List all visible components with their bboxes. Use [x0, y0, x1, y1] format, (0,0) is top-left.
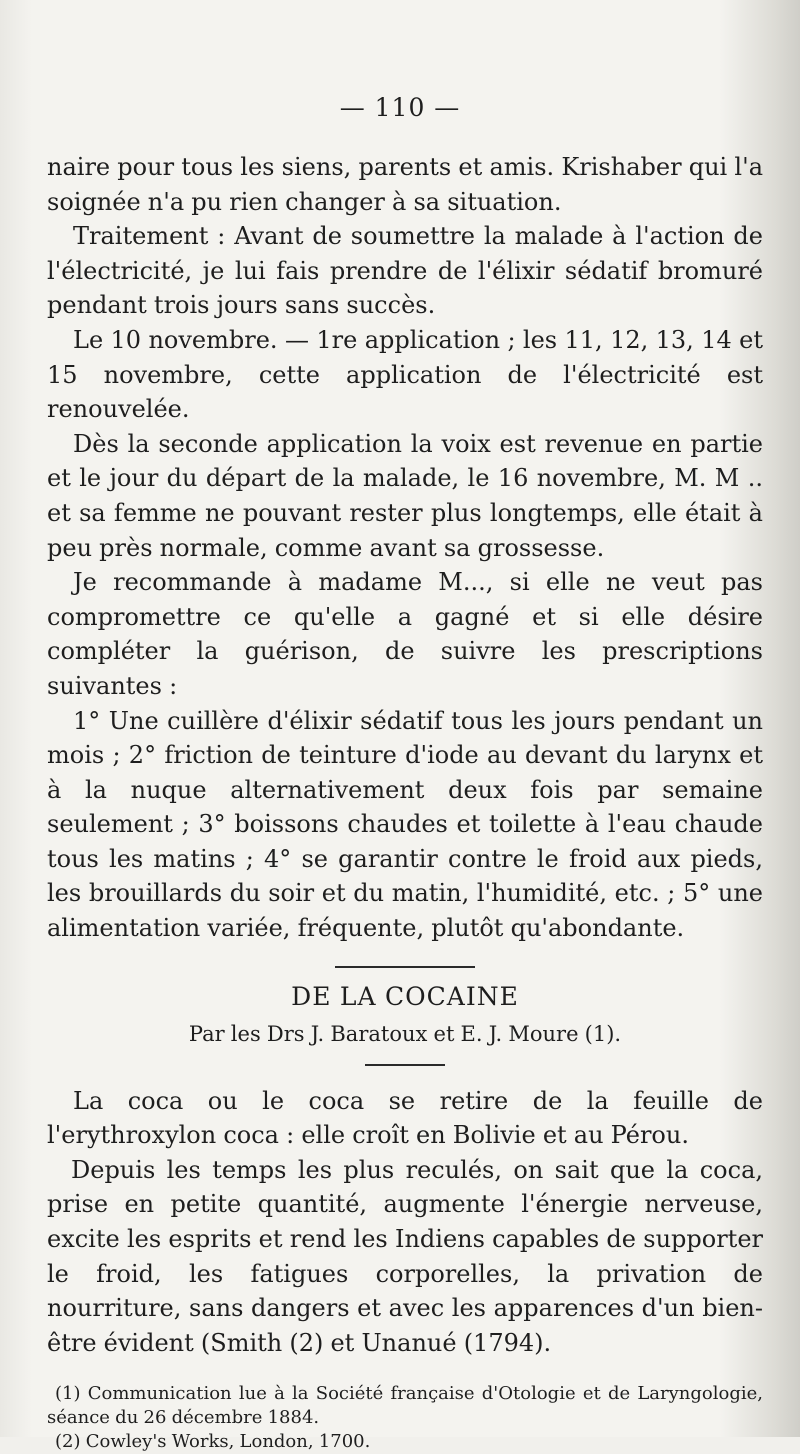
paragraph: Le 10 novembre. — 1re application ; les 11, 12, 13, 14 et 15 novembre, cette application de l'électricité est renouvelée.	[47, 325, 763, 424]
paragraph: Je recommande à madame M..., si elle ne veut pas compromettre ce qu'elle a gagné et si elle désire compléter la guérison, de suivre les prescriptions suivantes :	[47, 568, 763, 700]
author-byline: Par les Drs J. Baratoux et E. J. Moure (1).	[188, 1021, 622, 1046]
body-text	[47, 150, 763, 1454]
paragraph: Dès la seconde application la voix est revenue en partie et le jour du départ de la malade, le 16 novembre, M. M .. et sa femme ne pouvant rester plus longtemps, elle était à peu près normale, comme avant sa grossesse.	[47, 429, 763, 562]
page-number: — 110 —	[339, 93, 461, 122]
footnotes	[47, 1382, 763, 1454]
footnote: (1) Communication lue à la Société française d'Otologie et de Laryngologie, séance du 26 décembre 1884.	[47, 1383, 763, 1429]
paragraph: La coca ou le coca se retire de la feuille de l'erythroxylon coca : elle croît en Bolivie et au Pérou.	[47, 1086, 763, 1150]
section-divider	[335, 966, 475, 968]
footnote: (2) Cowley's Works, London, 1700.	[55, 1431, 371, 1453]
paragraph: Depuis les temps les plus reculés, on sait que la coca, prise en petite quantité, augmente l'énergie nerveuse, excite les esprits et rend les Indiens capables de supporter le froid, les fatigues corporelles, la privation de nourriture, sans dangers et avec les apparences d'un bien-être évident (Smith (2) et Unanué (1794).	[47, 1155, 763, 1357]
byline-divider	[365, 1064, 445, 1066]
section-title: DE LA COCAINE	[291, 981, 519, 1011]
paragraph: naire pour tous les siens, parents et amis. Krishaber qui l'a soignée n'a pu rien changer à sa situation.	[47, 153, 763, 216]
paragraph: Traitement : Avant de soumettre la malade à l'action de l'électricité, je lui fais prendre de l'élixir sédatif bromuré pendant trois jours sans succès.	[47, 222, 763, 320]
paragraph: 1° Une cuillère d'élixir sédatif tous les jours pendant un mois ; 2° friction de teinture d'iode au devant du larynx et à la nuque alternativement deux fois par semaine seulement ; 3° boissons chaudes et toilette à l'eau chaude tous les matins ; 4° se garantir contre le froid aux pieds, les brouillards du soir et du matin, l'humidité, etc. ; 5° une alimentation variée, fréquente, plutôt qu'abondante.	[47, 706, 763, 943]
